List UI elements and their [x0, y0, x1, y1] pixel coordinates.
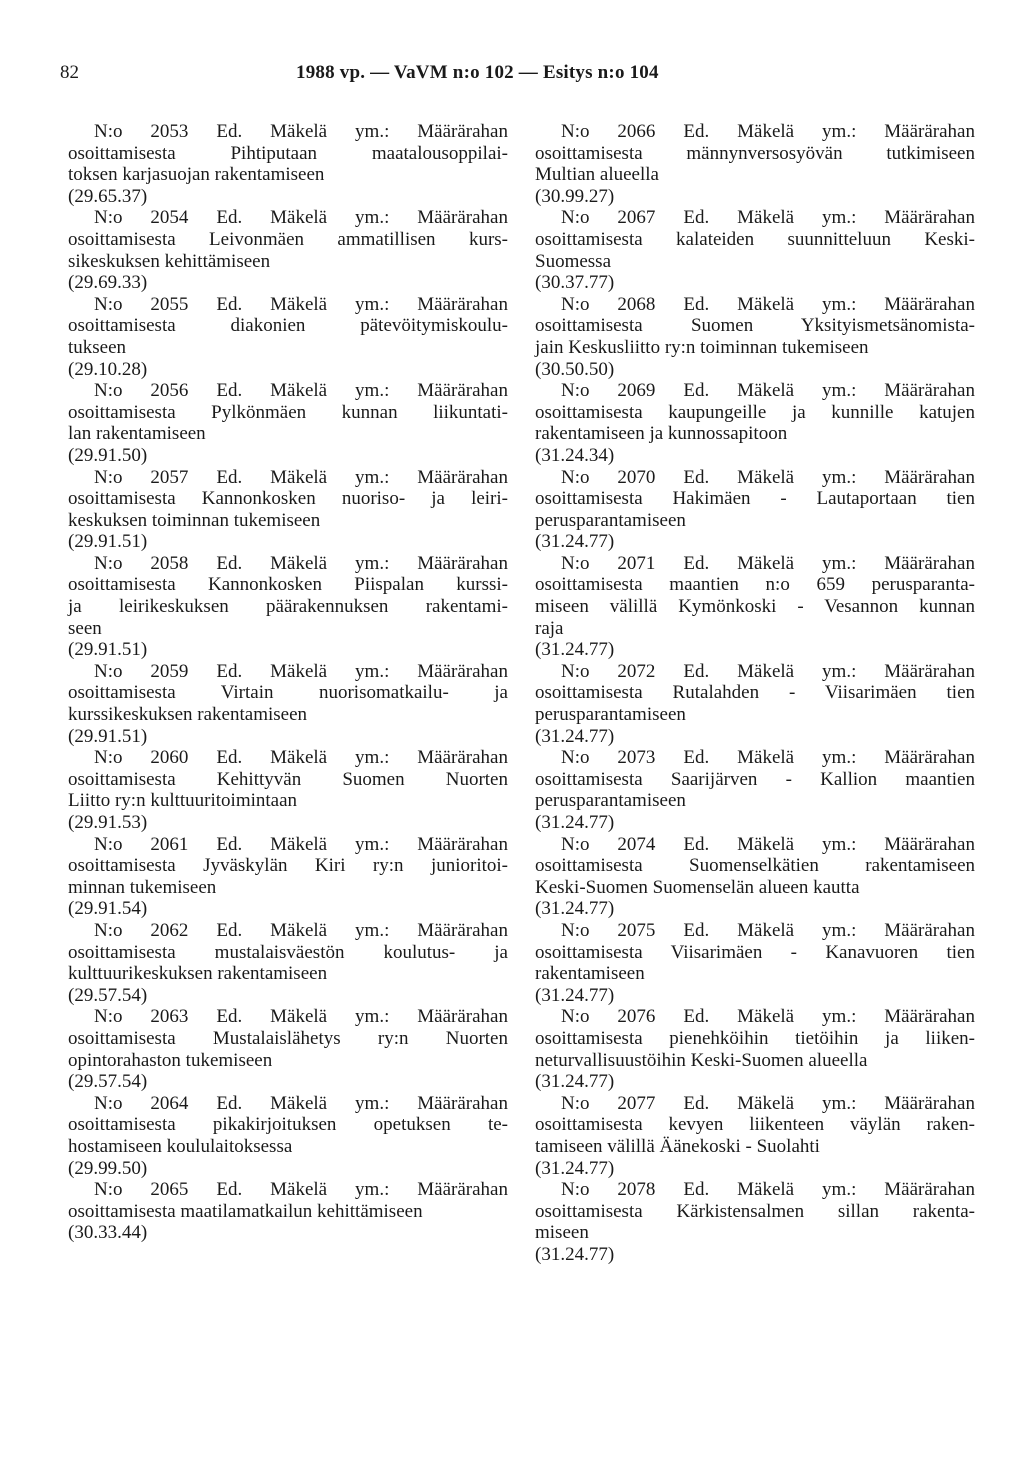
motion-text-line: osoittamisesta Kannonkosken Piispalan kurssi- — [68, 574, 508, 596]
motion-heading: N:o 2060 Ed. Mäkelä ym.: Määrärahan — [94, 747, 508, 769]
budget-item-reference: (30.37.77) — [535, 272, 615, 294]
budget-item-reference: (31.24.77) — [535, 1071, 615, 1093]
motion-entry — [68, 834, 508, 920]
left-column — [68, 121, 508, 1244]
budget-item-reference: (29.91.50) — [68, 444, 148, 466]
motion-entry — [68, 294, 508, 380]
motion-entry — [68, 661, 508, 747]
motion-text-line: tukseen — [68, 336, 127, 358]
motion-text-line: Liitto ry:n kulttuuritoimintaan — [68, 790, 298, 812]
motion-text-line: hostamiseen koululaitoksessa — [68, 1135, 293, 1157]
motion-text-line: perusparantamiseen — [535, 509, 686, 531]
motion-heading: N:o 2057 Ed. Mäkelä ym.: Määrärahan — [94, 466, 508, 488]
budget-item-reference: (30.33.44) — [68, 1222, 148, 1244]
motion-text-line: osoittamisesta Viisarimäen - Kanavuoren tien — [535, 941, 975, 963]
motion-text-line: osoittamisesta mustalaisväestön koulutus- ja — [68, 941, 508, 963]
motion-text-line: miseen välillä Kymönkoski - Vesannon kunnan — [535, 596, 975, 618]
motion-heading: N:o 2074 Ed. Mäkelä ym.: Määrärahan — [561, 833, 975, 855]
motion-heading: N:o 2058 Ed. Mäkelä ym.: Määrärahan — [94, 552, 508, 574]
motion-heading: N:o 2056 Ed. Mäkelä ym.: Määrärahan — [94, 380, 508, 402]
motion-heading: N:o 2063 Ed. Mäkelä ym.: Määrärahan — [94, 1006, 508, 1028]
budget-item-reference: (29.65.37) — [68, 185, 148, 207]
motion-heading: N:o 2072 Ed. Mäkelä ym.: Määrärahan — [561, 660, 975, 682]
motion-entry — [535, 1006, 975, 1092]
motion-heading: N:o 2078 Ed. Mäkelä ym.: Määrärahan — [561, 1179, 975, 1201]
motion-entry — [535, 661, 975, 747]
motion-heading: N:o 2065 Ed. Mäkelä ym.: Määrärahan — [94, 1179, 508, 1201]
page-number: 82 — [60, 62, 79, 83]
motion-text-line: ja leirikeskuksen päärakennuksen rakentami- — [68, 596, 508, 618]
motion-entry — [535, 121, 975, 207]
motion-text-line: sikeskuksen kehittämiseen — [68, 250, 271, 272]
running-head: 1988 vp. — VaVM n:o 102 — Esitys n:o 104 — [296, 62, 659, 83]
motion-text-line: opintorahaston tukemiseen — [68, 1049, 273, 1071]
motion-entry — [68, 207, 508, 293]
motion-heading: N:o 2055 Ed. Mäkelä ym.: Määrärahan — [94, 293, 508, 315]
motion-text-line: keskuksen toiminnan tukemiseen — [68, 509, 321, 531]
motion-text-line: seen — [68, 617, 102, 639]
motion-heading: N:o 2067 Ed. Mäkelä ym.: Määrärahan — [561, 207, 975, 229]
budget-item-reference: (29.91.51) — [68, 639, 148, 661]
budget-item-reference: (29.91.51) — [68, 531, 148, 553]
motion-heading: N:o 2061 Ed. Mäkelä ym.: Määrärahan — [94, 833, 508, 855]
motion-text-line: raja — [535, 617, 564, 639]
budget-item-reference: (29.57.54) — [68, 1071, 148, 1093]
motion-entry — [535, 747, 975, 833]
motion-text-line: osoittamisesta Kehittyvän Suomen Nuorten — [68, 768, 508, 790]
motion-entry — [535, 207, 975, 293]
motion-text-line: osoittamisesta diakonien pätevöitymiskoulu- — [68, 315, 508, 337]
motion-entry — [535, 467, 975, 553]
motion-text-line: osoittamisesta pikakirjoituksen opetuksen te- — [68, 1114, 508, 1136]
motion-text-line: osoittamisesta Suomen Yksityismetsänomista- — [535, 315, 975, 337]
motion-heading: N:o 2069 Ed. Mäkelä ym.: Määrärahan — [561, 380, 975, 402]
motion-heading: N:o 2062 Ed. Mäkelä ym.: Määrärahan — [94, 919, 508, 941]
budget-item-reference: (31.24.77) — [535, 812, 615, 833]
motion-heading: N:o 2077 Ed. Mäkelä ym.: Määrärahan — [561, 1092, 975, 1114]
motion-entry — [535, 1093, 975, 1179]
motion-text-line: osoittamisesta Mustalaislähetys ry:n Nuorten — [68, 1027, 508, 1049]
budget-item-reference: (31.24.77) — [535, 725, 615, 747]
motion-entry — [535, 380, 975, 466]
motion-entry — [535, 920, 975, 1006]
motion-text-line: Suomessa — [535, 250, 611, 272]
budget-item-reference: (29.69.33) — [68, 272, 148, 294]
budget-item-reference: (31.24.77) — [535, 1243, 615, 1265]
motion-text-line: osoittamisesta Hakimäen - Lautaportaan tien — [535, 488, 975, 510]
motion-text-line: osoittamisesta Kärkistensalmen sillan rakenta- — [535, 1200, 975, 1222]
motion-entry — [68, 1006, 508, 1092]
budget-item-reference: (31.24.77) — [535, 984, 615, 1006]
motion-text-line: osoittamisesta Suomenselkätien rakentamiseen — [535, 855, 975, 877]
motion-text-line: Keski-Suomen Suomenselän alueen kautta — [535, 876, 860, 898]
motion-heading: N:o 2053 Ed. Mäkelä ym.: Määrärahan — [94, 121, 508, 142]
motion-heading: N:o 2066 Ed. Mäkelä ym.: Määrärahan — [561, 121, 975, 142]
motion-entry — [68, 1093, 508, 1179]
motion-text-line: tamiseen välillä Äänekoski - Suolahti — [535, 1135, 820, 1157]
motion-entry — [535, 553, 975, 661]
motion-entry — [68, 380, 508, 466]
motion-heading: N:o 2075 Ed. Mäkelä ym.: Määrärahan — [561, 919, 975, 941]
motion-text-line: lan rakentamiseen — [68, 423, 206, 445]
motion-heading: N:o 2071 Ed. Mäkelä ym.: Määrärahan — [561, 552, 975, 574]
budget-item-reference: (30.50.50) — [535, 358, 615, 380]
budget-item-reference: (31.24.77) — [535, 1157, 615, 1179]
motion-text-line: osoittamisesta Jyväskylän Kiri ry:n junioritoi- — [68, 855, 508, 877]
budget-item-reference: (29.57.54) — [68, 984, 148, 1006]
motion-text-line: osoittamisesta pienehköihin tietöihin ja liiken- — [535, 1027, 975, 1049]
motion-text-line: osoittamisesta Rutalahden - Viisarimäen tien — [535, 682, 975, 704]
motion-text-line: neturvallisuustöihin Keski-Suomen alueella — [535, 1049, 868, 1071]
motion-heading: N:o 2064 Ed. Mäkelä ym.: Määrärahan — [94, 1092, 508, 1114]
budget-item-reference: (31.24.77) — [535, 898, 615, 920]
motion-heading: N:o 2070 Ed. Mäkelä ym.: Määrärahan — [561, 466, 975, 488]
motion-text-line: rakentamiseen — [535, 963, 645, 985]
budget-item-reference: (29.10.28) — [68, 358, 148, 380]
motion-entry — [535, 1179, 975, 1265]
motion-text-line: minnan tukemiseen — [68, 876, 217, 898]
motion-entry — [68, 920, 508, 1006]
motion-text-line: osoittamisesta kaupungeille ja kunnille katujen — [535, 401, 975, 423]
motion-heading: N:o 2068 Ed. Mäkelä ym.: Määrärahan — [561, 293, 975, 315]
motion-text-line: jain Keskusliitto ry:n toiminnan tukemiseen — [535, 336, 869, 358]
motion-entry — [68, 121, 508, 207]
motion-text-line: kurssikeskuksen rakentamiseen — [68, 704, 308, 726]
motion-entry — [68, 1179, 508, 1244]
motion-text-line: osoittamisesta Kannonkosken nuoriso- ja leiri- — [68, 488, 508, 510]
budget-item-reference: (29.91.53) — [68, 812, 148, 833]
motion-entry — [535, 834, 975, 920]
motion-text-line: osoittamisesta männynversosyövän tutkimiseen — [535, 142, 975, 164]
motion-text-line: Multian alueella — [535, 164, 659, 186]
budget-item-reference: (29.91.51) — [68, 725, 148, 747]
motion-entry — [68, 553, 508, 661]
right-column — [535, 121, 975, 1265]
motion-text-line: osoittamisesta maantien n:o 659 perusparanta- — [535, 574, 975, 596]
motion-heading: N:o 2059 Ed. Mäkelä ym.: Määrärahan — [94, 660, 508, 682]
motion-text-line: osoittamisesta maatilamatkailun kehittämiseen — [68, 1200, 423, 1222]
budget-item-reference: (31.24.34) — [535, 444, 615, 466]
motion-text-line: perusparantamiseen — [535, 704, 686, 726]
motion-text-line: osoittamisesta kevyen liikenteen väylän raken- — [535, 1114, 975, 1136]
budget-item-reference: (31.24.77) — [535, 531, 615, 553]
budget-item-reference: (31.24.77) — [535, 639, 615, 661]
motion-text-line: rakentamiseen ja kunnossapitoon — [535, 423, 788, 445]
motion-text-line: osoittamisesta Leivonmäen ammatillisen kurs- — [68, 228, 508, 250]
motion-entry — [535, 294, 975, 380]
budget-item-reference: (30.99.27) — [535, 185, 615, 207]
motion-entry — [68, 467, 508, 553]
motion-text-line: osoittamisesta Virtain nuorisomatkailu- ja — [68, 682, 508, 704]
motion-text-line: kulttuurikeskuksen rakentamiseen — [68, 963, 328, 985]
motion-heading: N:o 2076 Ed. Mäkelä ym.: Määrärahan — [561, 1006, 975, 1028]
motion-text-line: osoittamisesta Pihtiputaan maatalousoppilai- — [68, 142, 508, 164]
motion-text-line: perusparantamiseen — [535, 790, 686, 812]
motion-text-line: toksen karjasuojan rakentamiseen — [68, 164, 325, 186]
budget-item-reference: (29.99.50) — [68, 1157, 148, 1179]
motion-text-line: miseen — [535, 1222, 589, 1244]
motion-heading: N:o 2073 Ed. Mäkelä ym.: Määrärahan — [561, 747, 975, 769]
budget-item-reference: (29.91.54) — [68, 898, 148, 920]
motion-heading: N:o 2054 Ed. Mäkelä ym.: Määrärahan — [94, 207, 508, 229]
motion-entry — [68, 747, 508, 833]
motion-text-line: osoittamisesta kalateiden suunnitteluun Keski- — [535, 228, 975, 250]
motion-text-line: osoittamisesta Pylkönmäen kunnan liikuntati- — [68, 401, 508, 423]
motion-text-line: osoittamisesta Saarijärven - Kallion maantien — [535, 768, 975, 790]
